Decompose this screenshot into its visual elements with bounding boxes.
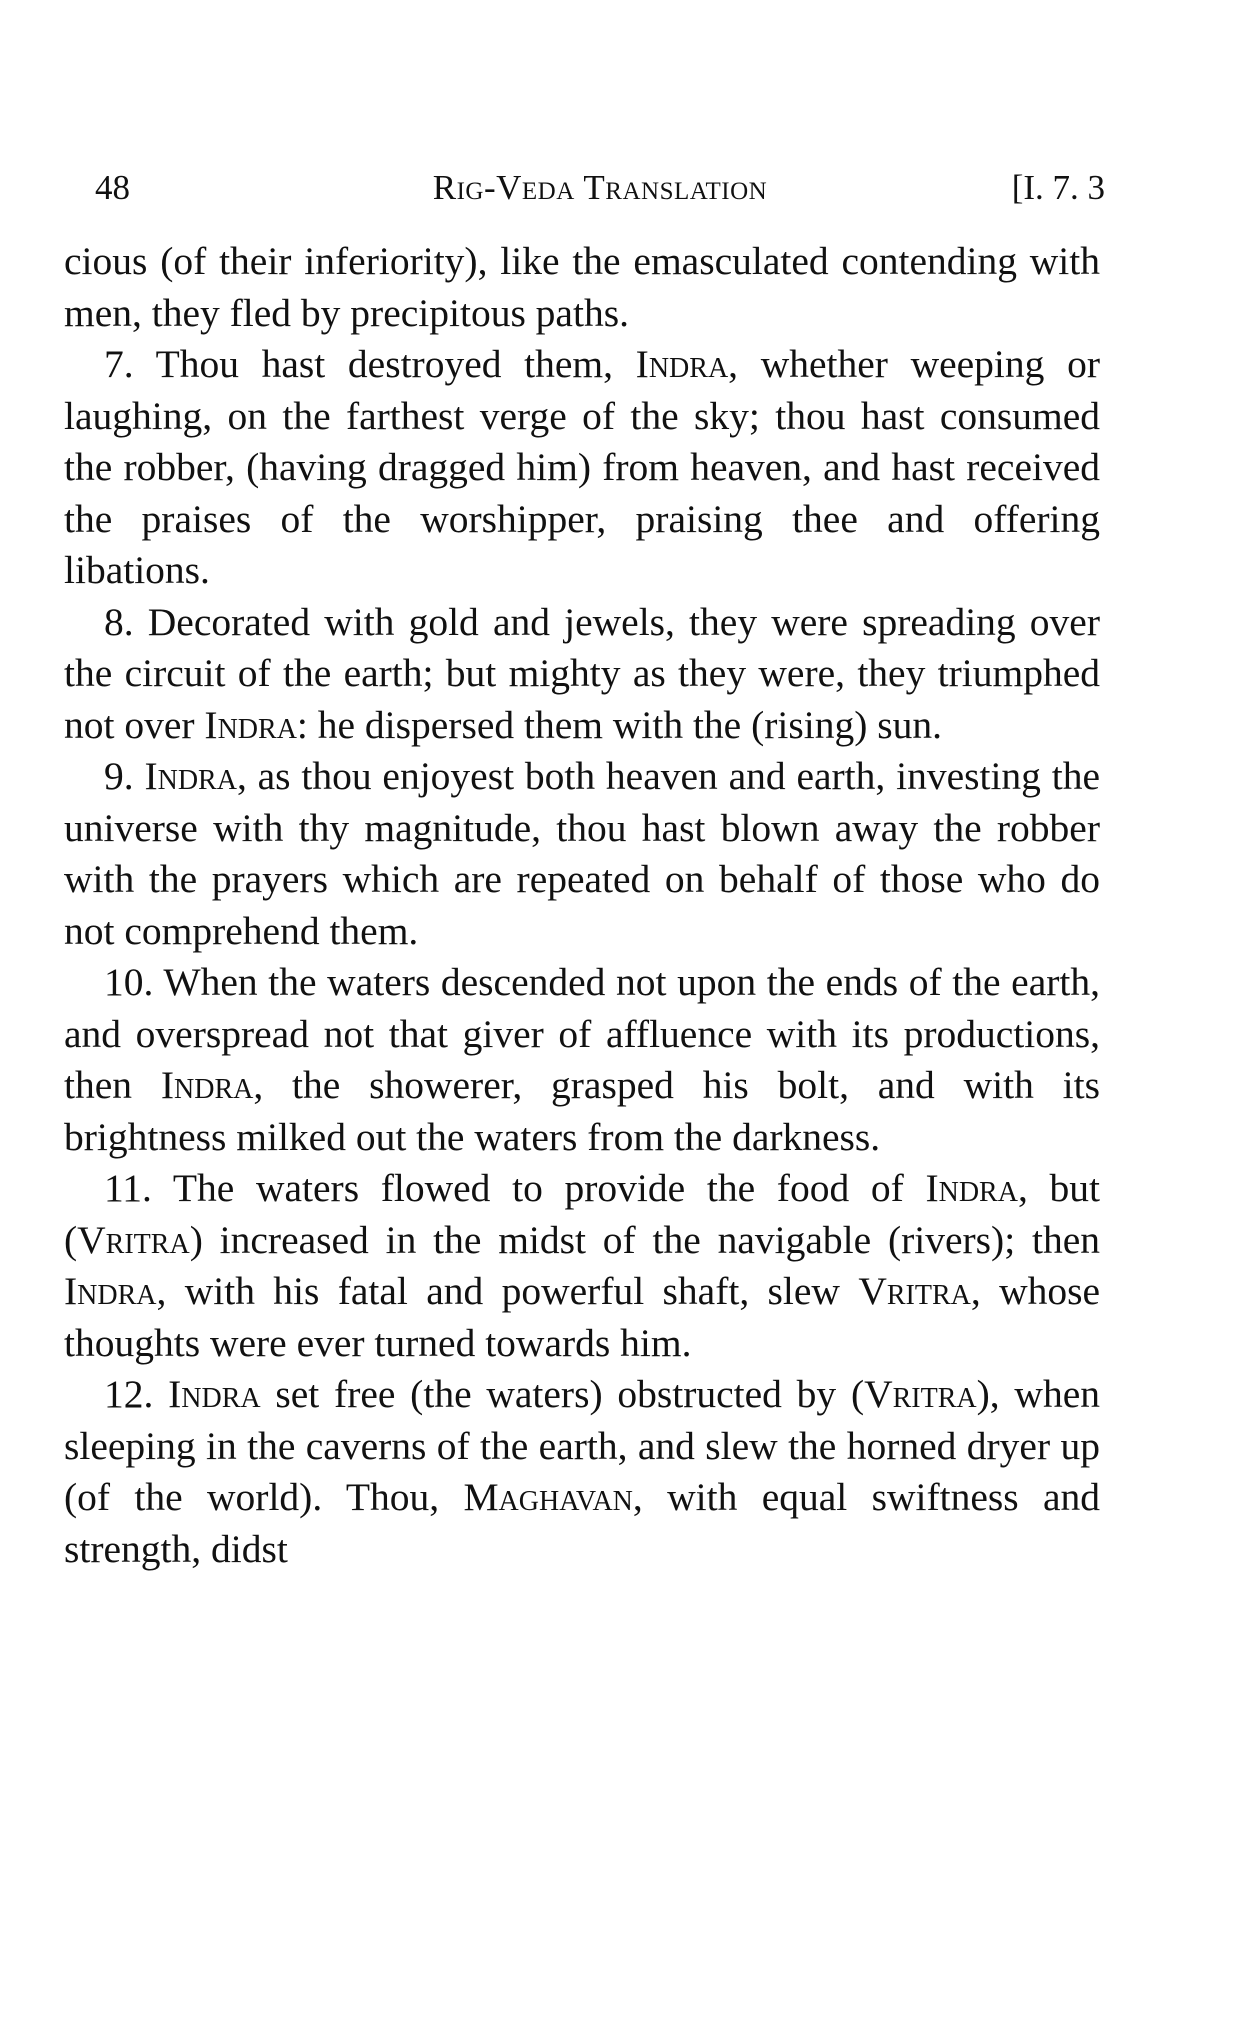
paragraph [64,236,1100,339]
proper-name: Indra [635,342,729,386]
text-run: Decorated with gold and jewels, they were spreading over the circuit of the earth; but mighty as they were, they triumphed not over [64,599,1100,747]
text-run: ) increased in the midst of the navigable (rivers); then [189,1217,1100,1262]
verse-number: 9. [104,754,134,798]
text-run: : he dispersed them with the (rising) sun. [296,702,942,747]
proper-name: Indra [925,1166,1018,1210]
text-run: , whether weeping or laughing, on the farthest verge of the sky; thou hast consumed the robber, (having dragged him) from heaven, and hast received the praises of the worshipper, praising thee and offering libations. [64,342,1100,592]
verse-number: 12. [104,1372,154,1416]
verse-number: 7. [104,342,134,386]
verse-number: 8. [104,599,134,644]
text-run: cious (of their inferiority), like the emasculated contending with men, they fled by precipitous paths. [64,239,1100,335]
page-number: 48 [95,168,130,207]
text-run: ), when sleeping in the caverns of the earth, and slew the horned dryer up (of the world). Thou, [64,1372,1100,1519]
verse-paragraph [64,1163,1100,1369]
body-text [64,236,1100,1575]
text-run: The waters flowed to provide the food of [172,1166,926,1210]
verse-number: 10. [104,960,154,1004]
verse-number: 11. [104,1166,152,1210]
text-run: , as thou enjoyest both heaven and earth, investing the universe with thy magnitude, thou hast blown away the robber with the prayers which are repeated on behalf of those who do not comprehend them. [64,754,1101,953]
proper-name: Vritra [864,1372,977,1416]
text-run: set free (the waters) obstructed by ( [260,1372,865,1416]
page-title: Rig-Veda Translation [432,168,768,207]
proper-name: Vritra [77,1217,190,1262]
proper-name: Indra [160,1063,254,1107]
verse-paragraph [64,1369,1100,1575]
text-run: , the showerer, grasped his bolt, and with its brightness milked out the waters from the darkness. [64,1063,1100,1159]
verse-paragraph [64,751,1100,957]
text-run: Thou hast destroyed them, [155,342,636,386]
running-head [95,158,1105,218]
proper-name: Vritra [858,1269,971,1313]
section-reference: [I. 7. 3 [1011,168,1105,207]
verse-paragraph [64,339,1100,597]
text-run: , but ( [64,1166,1100,1262]
text-run: , whose thoughts were ever turned towards him. [64,1269,1100,1365]
proper-name: Indra [64,1269,157,1313]
verse-paragraph [64,957,1100,1163]
text-run: When the waters descended not upon the ends of the earth, and overspread not that giver of affluence with its productions, then [64,960,1100,1107]
proper-name: Indra [144,754,237,798]
verse-paragraph [64,597,1100,752]
text-run: , with equal swiftness and strength, didst [64,1475,1100,1571]
proper-name: Indra [168,1372,261,1416]
proper-name: Maghavan [463,1475,633,1519]
text-run: , with his fatal and powerful shaft, slew [156,1269,859,1313]
proper-name: Indra [204,702,297,747]
